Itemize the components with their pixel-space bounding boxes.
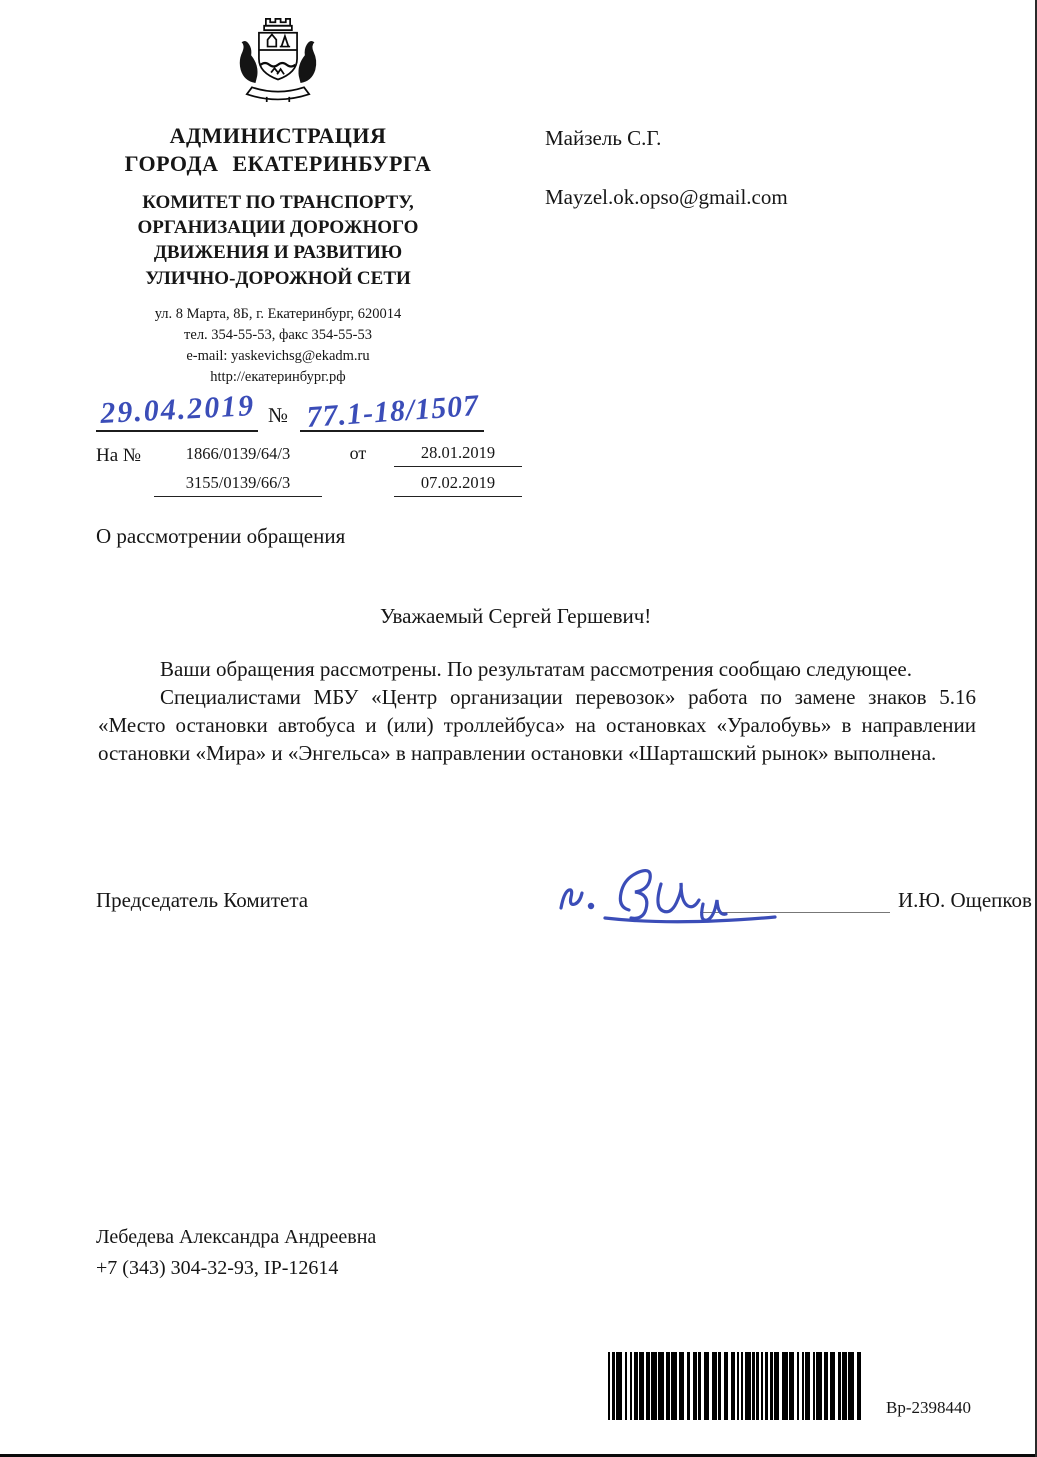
letter-body <box>98 656 976 768</box>
incoming-reference-block <box>96 443 522 497</box>
org-contacts <box>88 304 468 388</box>
committee-line: ОРГАНИЗАЦИИ ДОРОЖНОГО <box>137 217 419 239</box>
executor-name: Лебедева Александра Андреевна <box>96 1226 377 1248</box>
org-phone: тел. 354-55-53, факс 354-55-53 <box>184 326 372 343</box>
outgoing-date-field <box>96 388 258 432</box>
ot-label: от <box>349 443 367 463</box>
signer-title: Председатель Комитета <box>96 888 309 912</box>
org-website: http://екатеринбург.рф <box>210 368 346 385</box>
handwritten-signature <box>545 852 795 937</box>
committee-line: КОМИТЕТ ПО ТРАНСПОРТУ, <box>142 192 414 214</box>
org-name-line1: АДМИНИСТРАЦИЯ <box>169 123 387 148</box>
coat-of-arms <box>226 12 330 108</box>
na-no-label: На № <box>96 445 142 466</box>
committee-line: ДВИЖЕНИЯ И РАЗВИТИЮ <box>153 242 403 264</box>
committee-name <box>88 190 468 290</box>
body-paragraph-1: Ваши обращения рассмотрены. По результатам рассмотрения сообщаю следующее. <box>160 657 912 681</box>
recipient-name: Майзель С.Г. <box>545 126 662 150</box>
org-address: ул. 8 Марта, 8Б, г. Екатеринбург, 620014 <box>154 305 402 322</box>
barcode-label: Вр-2398440 <box>886 1398 971 1417</box>
executor-contact-block <box>96 1222 376 1284</box>
outgoing-reference-row <box>96 386 484 432</box>
incoming-number-1: 1866/0139/64/3 <box>185 444 291 463</box>
org-name <box>88 122 468 178</box>
incoming-date-2: 07.02.2019 <box>394 473 522 497</box>
letterhead <box>88 12 468 388</box>
body-paragraph-2: Специалистами МБУ «Центр организации перевозок» работа по замене знаков 5.16 «Место остановки автобуса и (или) троллейбуса» на остановках «Уралобувь» в направлении остановки «Мира» и «Энгельса» в направлении остановки «Шарташский рынок» выполнена. <box>98 684 976 765</box>
subject-line: О рассмотрении обращения <box>96 524 346 548</box>
outgoing-number-field <box>300 388 484 432</box>
org-email: e-mail: yaskevichsg@ekadm.ru <box>186 347 370 364</box>
signer-name: И.Ю. Ощепков <box>898 888 1032 912</box>
recipient-email: Mayzel.ok.opso@gmail.com <box>545 185 788 209</box>
barcode <box>608 1352 870 1420</box>
incoming-date-1: 28.01.2019 <box>394 443 522 467</box>
incoming-number-2: 3155/0139/66/3 <box>154 473 322 497</box>
number-sign: № <box>268 403 289 427</box>
salutation: Уважаемый Сергей Гершевич! <box>380 604 652 628</box>
handwritten-number: 77.1-18/1507 <box>305 388 480 434</box>
recipient-block <box>545 126 788 210</box>
org-name-line2: ГОРОДА ЕКАТЕРИНБУРГА <box>124 151 432 177</box>
committee-line: УЛИЧНО-ДОРОЖНОЙ СЕТИ <box>145 267 411 289</box>
executor-phone: +7 (343) 304-32-93, IP-12614 <box>96 1257 339 1279</box>
handwritten-date: 29.04.2019 <box>98 388 256 431</box>
